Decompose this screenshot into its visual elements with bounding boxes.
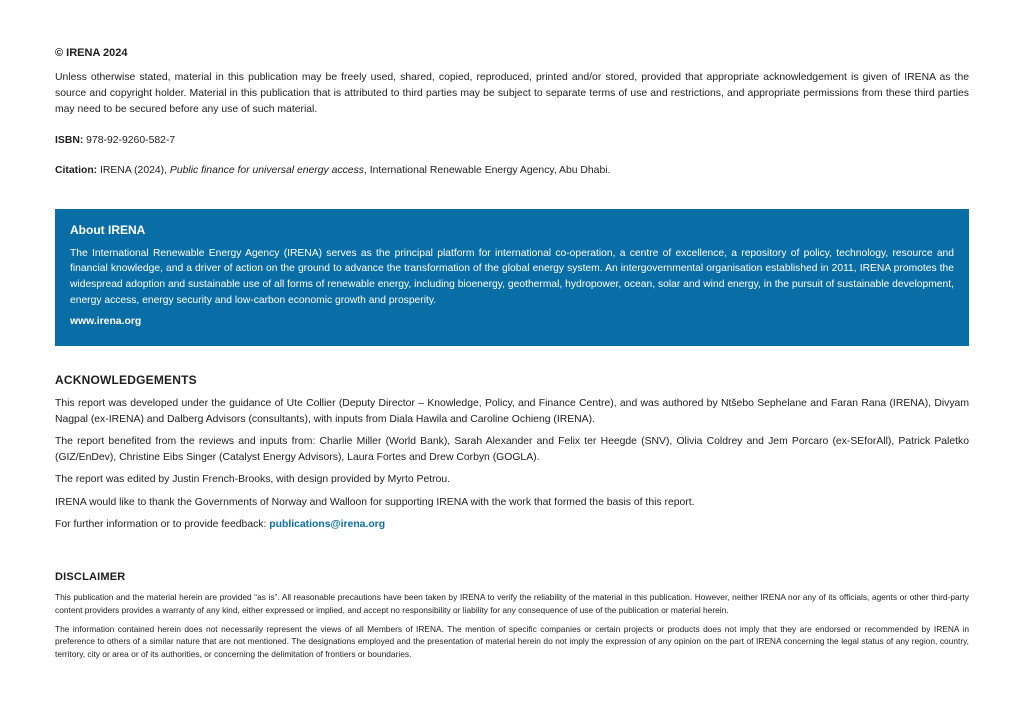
acknowledgements-paragraph-1: This report was developed under the guidance of Ute Collier (Deputy Director – Knowledge, Policy, and Finance Centre), and was authored by Ntšebo Sephelane and Faran Rana (IRENA), Divyam Nagpal (ex-IRENA) and Dalberg Advisors (consultants), with inputs from Diala Hawila and Caroline Ochieng (IRENA).	[55, 397, 969, 425]
acknowledgements-paragraph-4: IRENA would like to thank the Governments of Norway and Walloon for supporting IRENA with the work that formed the basis of this report.	[55, 496, 695, 508]
isbn-label: ISBN:	[55, 134, 84, 146]
feedback-email-link[interactable]: publications@irena.org	[269, 518, 386, 530]
acknowledgements-paragraph-2: The report benefited from the reviews and inputs from: Charlie Miller (World Bank), Sarah Alexander and Felix ter Heegde (SNV), Olivia Coldrey and Jem Porcaro (ex-SEforAll), Patrick Paletko (GIZ/EnDev), Christine Eibs Singer (Catalyst Energy Advisors), Laura Fortes and Drew Corbyn (GOGLA).	[55, 436, 969, 464]
feedback-line	[55, 517, 969, 533]
page-content	[55, 47, 969, 661]
about-irena-box	[55, 209, 969, 346]
disclaimer-paragraph-2: The information contained herein does not necessarily represent the views of all Members of IRENA. The mention of specific companies or certain projects or products does not imply that they are endorsed or recommended by IRENA in preference to others of a similar nature that are not mentioned. The designations employed and the presentation of material herein do not imply the expression of any opinion on the part of IRENA concerning the legal status of any region, country, territory, city or area or of its authorities, or concerning the delimitation of frontiers or boundaries.	[55, 623, 969, 660]
about-title: About IRENA	[70, 222, 146, 237]
citation-label: Citation:	[55, 164, 98, 176]
citation-title: Public finance for universal energy access	[169, 164, 364, 176]
rights-statement: Unless otherwise stated, material in this publication may be freely used, shared, copied, reproduced, printed and/or stored, provided that appropriate acknowledgement is given of IRENA as the source and copyright holder. Material in this publication that is attributed to third parties may be subject to separate terms of use and restrictions, and appropriate permissions from these third parties may need to be secured before any use of such material.	[55, 72, 969, 116]
about-body: The International Renewable Energy Agency (IRENA) serves as the principal platform for international co-operation, a centre of excellence, a repository of policy, technology, resource and financial knowledge, and a driver of action on the ground to advance the transformation of the global energy system. An intergovernmental organisation established in 2011, IRENA promotes the widespread adoption and sustainable use of all forms of renewable energy, including bioenergy, geothermal, hydropower, ocean, solar and wind energy, in the pursuit of sustainable development, energy access, energy security and low-carbon economic growth and prosperity.	[70, 247, 954, 306]
isbn-value: 978-92-9260-582-7	[83, 134, 176, 146]
copyright-notice: © IRENA 2024	[55, 47, 128, 59]
citation-suffix: , International Renewable Energy Agency, Abu Dhabi.	[363, 164, 611, 176]
disclaimer-heading: DISCLAIMER	[55, 571, 126, 584]
disclaimer-paragraph-1: This publication and the material herein are provided “as is”. All reasonable precautions have been taken by IRENA to verify the reliability of the material in this publication. However, neither IRENA nor any of its officials, agents or other third-party content providers provides a warranty of any kind, either expressed or implied, and accept no responsibility or liability for any consequence of use of the publication or material herein.	[55, 592, 969, 615]
about-website-link[interactable]: www.irena.org	[70, 316, 142, 328]
acknowledgements-heading: ACKNOWLEDGEMENTS	[55, 372, 197, 387]
citation-prefix: IRENA (2024),	[97, 164, 170, 176]
feedback-text: For further information or to provide feedback:	[55, 518, 270, 530]
acknowledgements-paragraph-3: The report was edited by Justin French-Brooks, with design provided by Myrto Petrou.	[55, 474, 451, 486]
citation-line	[55, 165, 969, 176]
isbn-line	[55, 135, 969, 146]
